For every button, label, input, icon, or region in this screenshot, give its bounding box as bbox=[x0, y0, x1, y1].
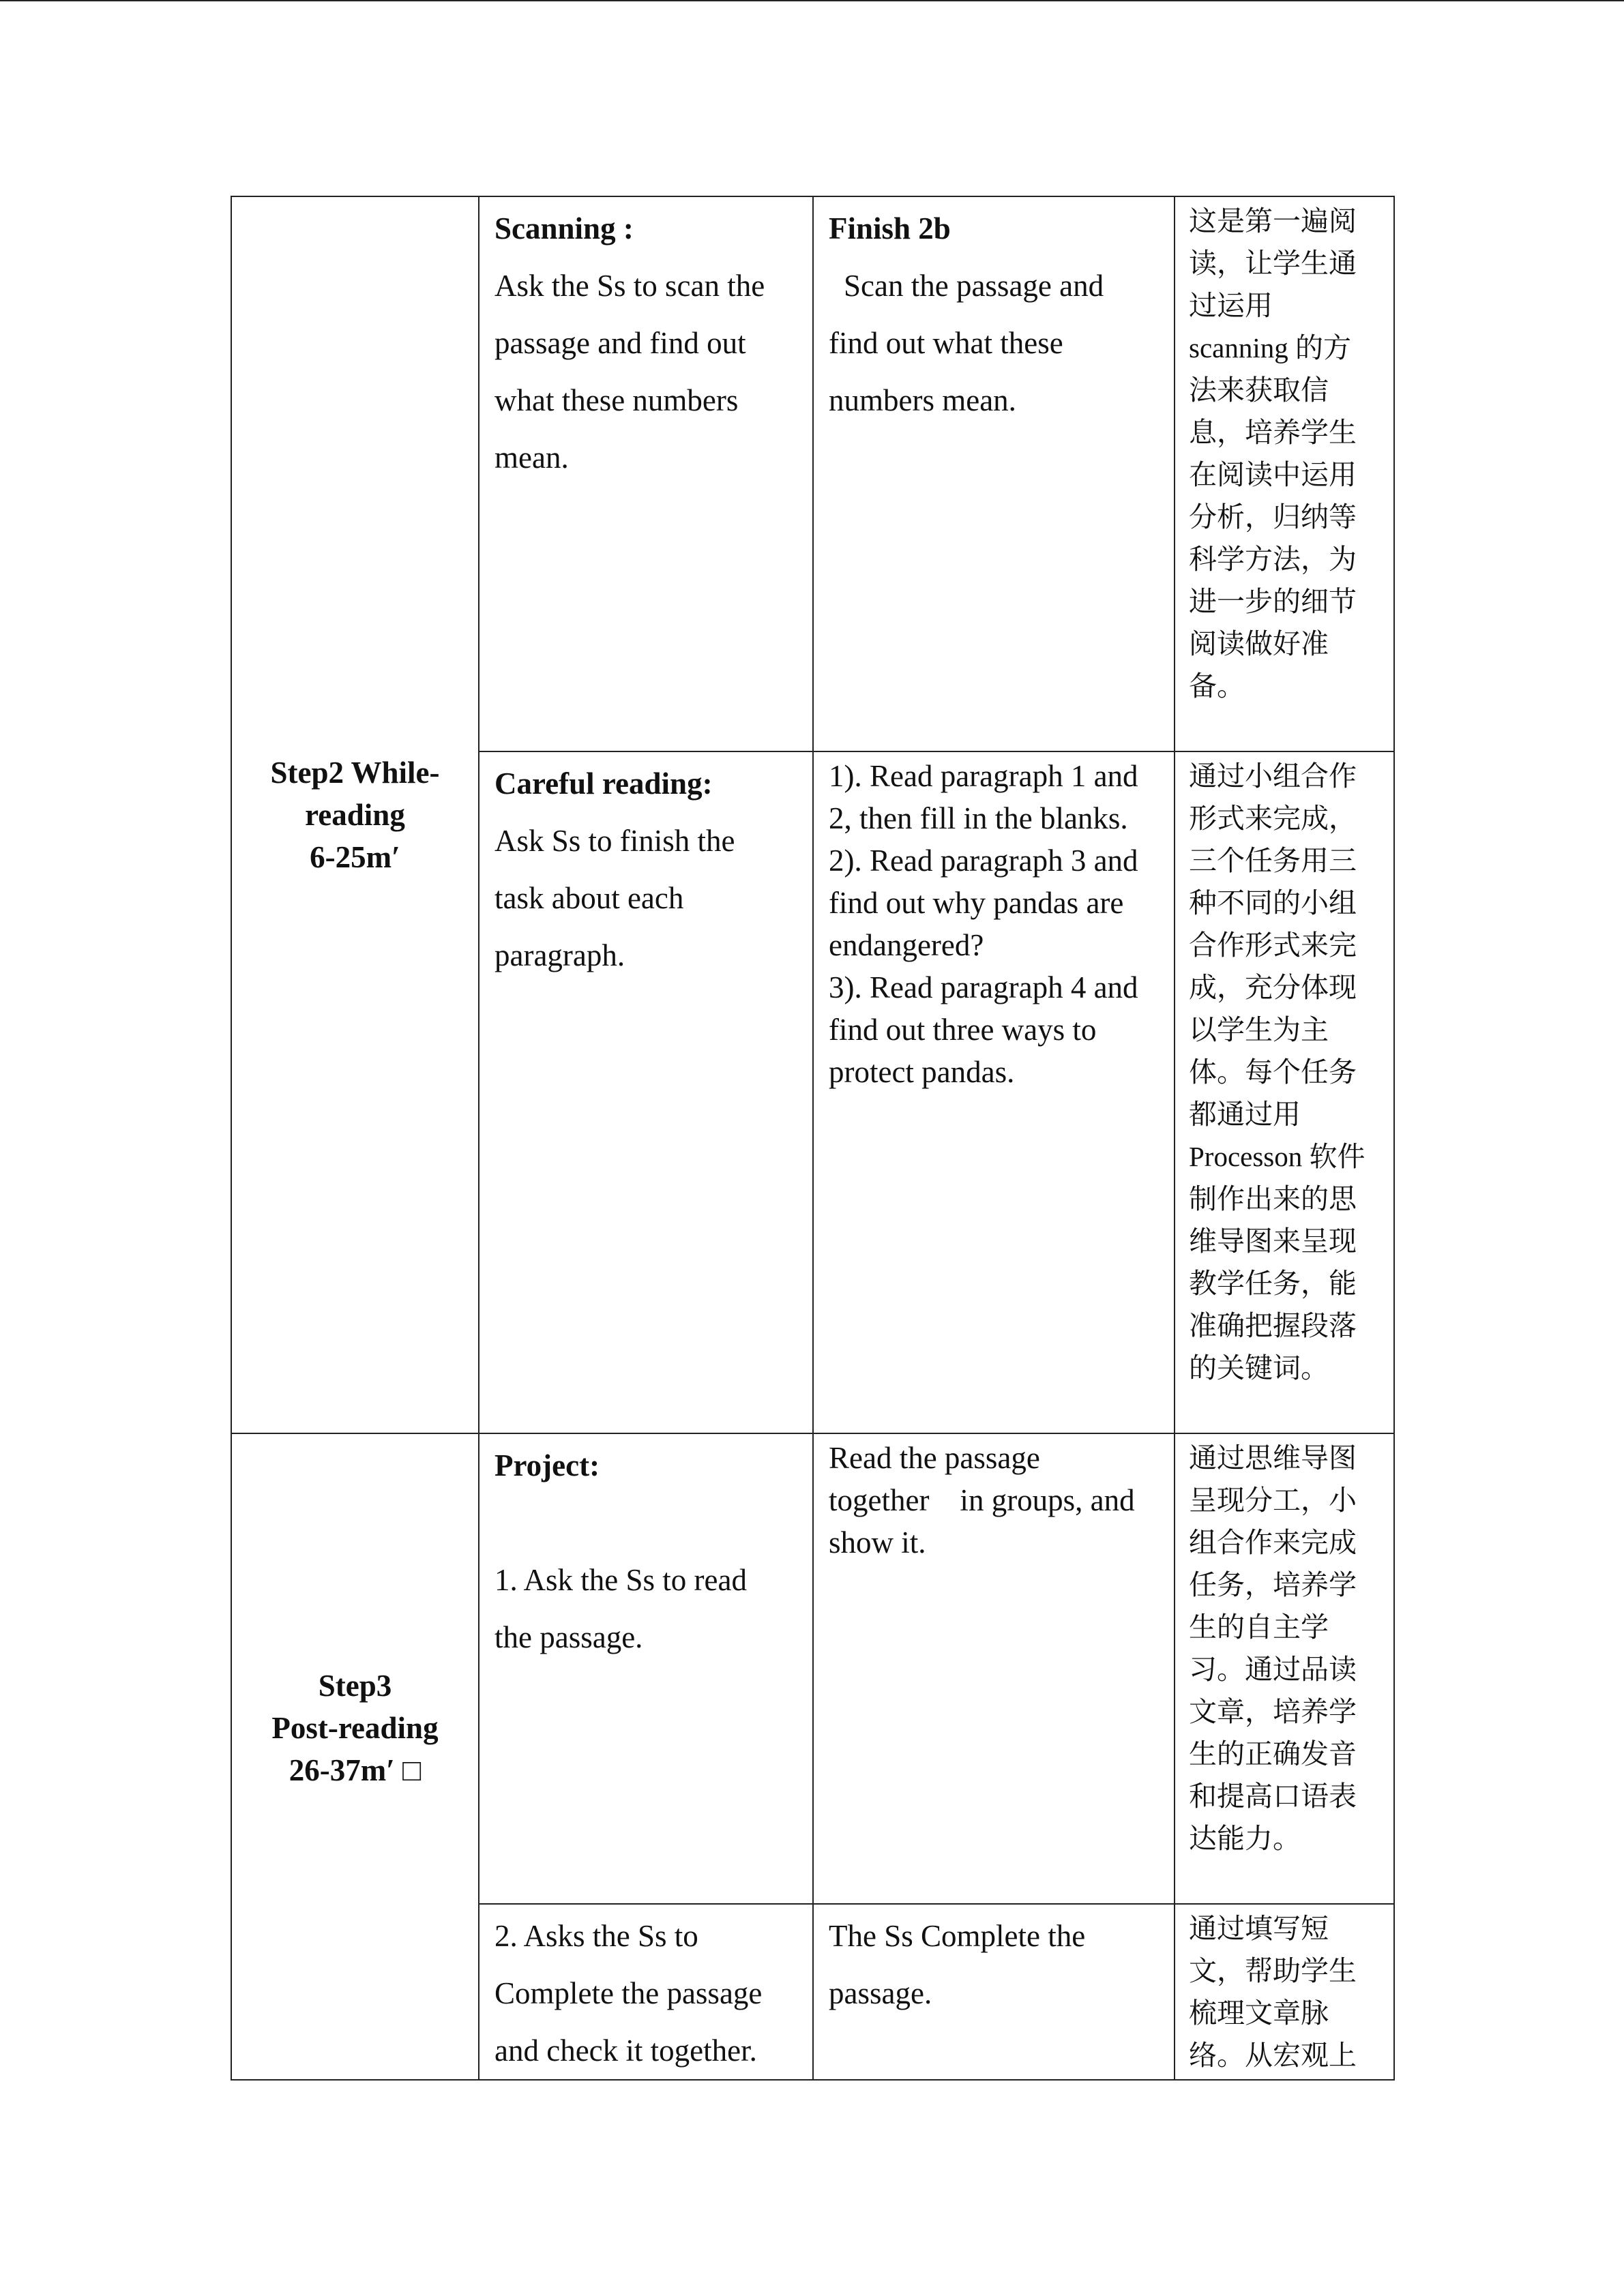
purpose-text-line: 生的自主学 bbox=[1189, 1611, 1329, 1643]
purpose-text-line: 准确把握段落 bbox=[1189, 1310, 1357, 1341]
purpose-text-line: 过运用 bbox=[1189, 290, 1273, 321]
activity-text-line: together in groups, and bbox=[829, 1483, 1135, 1517]
activity-text-line: mean. bbox=[494, 441, 569, 475]
teacher-activity-cell bbox=[479, 1433, 813, 1904]
activity-text-line: paragraph. bbox=[494, 938, 625, 972]
teacher-activity-cell bbox=[479, 196, 813, 751]
activity-heading: Finish 2b bbox=[829, 211, 951, 245]
purpose-text-line: 习。通过品读 bbox=[1189, 1654, 1357, 1685]
student-activity-cell bbox=[813, 1904, 1175, 2080]
purpose-text-line: 络。从宏观上 bbox=[1189, 2040, 1357, 2071]
purpose-text-line: 通过小组合作 bbox=[1189, 760, 1357, 792]
step-label-line: reading bbox=[305, 798, 405, 832]
purpose-cell bbox=[1175, 1433, 1394, 1904]
table-row bbox=[231, 1433, 1394, 1904]
purpose-text-line: 分析，归纳等 bbox=[1189, 501, 1357, 533]
purpose-text-line: 种不同的小组 bbox=[1189, 887, 1357, 919]
purpose-text-line: 都通过用 bbox=[1189, 1099, 1301, 1130]
purpose-text-line: 和提高口语表 bbox=[1189, 1780, 1357, 1812]
activity-text-line: Complete the passage bbox=[494, 1976, 763, 2010]
purpose-text-line: 组合作来完成 bbox=[1189, 1527, 1357, 1558]
purpose-text-line: 科学方法，为 bbox=[1189, 543, 1357, 575]
purpose-text-line: 制作出来的思 bbox=[1189, 1183, 1357, 1214]
purpose-text-line: 进一步的细节 bbox=[1189, 586, 1357, 617]
activity-text-line: Scan the passage and bbox=[844, 269, 1104, 303]
step-cell-post-reading bbox=[231, 1433, 479, 2080]
activity-text-line: 1. Ask the Ss to read bbox=[494, 1563, 747, 1597]
purpose-text-line: 形式来完成， bbox=[1189, 803, 1357, 834]
purpose-text-line: 法来获取信 bbox=[1189, 374, 1329, 406]
activity-text-line: passage. bbox=[829, 1976, 932, 2010]
purpose-text-line: 达能力。 bbox=[1189, 1823, 1301, 1854]
purpose-text-line: 通过填写短 bbox=[1189, 1913, 1329, 1944]
step-time-line: 6-25m′ bbox=[310, 840, 400, 874]
purpose-cell bbox=[1175, 196, 1394, 751]
activity-text-line: what these numbers bbox=[494, 383, 739, 417]
step-cell-while-reading bbox=[231, 196, 479, 1433]
activity-text-line: show it. bbox=[829, 1525, 926, 1560]
purpose-text-line: 梳理文章脉 bbox=[1189, 1997, 1329, 2029]
student-activity-cell bbox=[813, 196, 1175, 751]
activity-text-line: find out three ways to bbox=[829, 1013, 1097, 1047]
purpose-text-line: 任务，培养学 bbox=[1189, 1569, 1357, 1600]
purpose-text-line: 文，帮助学生 bbox=[1189, 1955, 1357, 1986]
activity-text-line: 2, then fill in the blanks. bbox=[829, 801, 1128, 835]
purpose-text-line: 合作形式来完 bbox=[1189, 929, 1357, 961]
purpose-text-line: 以学生为主 bbox=[1189, 1014, 1329, 1045]
purpose-text-line: 的关键词。 bbox=[1189, 1352, 1329, 1384]
step-label-line: Post-reading bbox=[271, 1711, 439, 1745]
activity-text-line: and check it together. bbox=[494, 2033, 757, 2068]
student-activity-cell bbox=[813, 1433, 1175, 1904]
activity-text-line: 1). Read paragraph 1 and bbox=[829, 759, 1138, 793]
page-top-border bbox=[0, 0, 1624, 1]
activity-heading: Project: bbox=[494, 1448, 600, 1482]
activity-text-line: Read the passage bbox=[829, 1441, 1040, 1475]
teacher-activity-cell bbox=[479, 751, 813, 1433]
purpose-cell bbox=[1175, 751, 1394, 1433]
activity-text-line: endangered? bbox=[829, 928, 984, 962]
purpose-text-line: 这是第一遍阅 bbox=[1189, 205, 1357, 237]
purpose-text-line: 文章，培养学 bbox=[1189, 1696, 1357, 1727]
purpose-text-line: Processon 软件 bbox=[1189, 1141, 1365, 1172]
purpose-text-line: 读，让学生通 bbox=[1189, 248, 1357, 279]
activity-text-line: 3). Read paragraph 4 and bbox=[829, 970, 1138, 1004]
activity-text-line: passage and find out bbox=[494, 326, 746, 360]
lesson-plan-table bbox=[231, 196, 1395, 2081]
student-activity-cell bbox=[813, 751, 1175, 1433]
purpose-text-line: 阅读做好准 bbox=[1189, 628, 1329, 659]
activity-text-line: the passage. bbox=[494, 1620, 643, 1654]
activity-text-line: 2. Asks the Ss to bbox=[494, 1919, 698, 1953]
purpose-text-line: 教学任务，能 bbox=[1189, 1268, 1357, 1299]
purpose-text-line: 生的正确发音 bbox=[1189, 1738, 1357, 1770]
purpose-text-line: 在阅读中运用 bbox=[1189, 459, 1357, 490]
activity-text-line: task about each bbox=[494, 881, 684, 915]
activity-text-line: The Ss Complete the bbox=[829, 1919, 1086, 1953]
activity-text-line: Ask the Ss to scan the bbox=[494, 269, 765, 303]
purpose-text-line: 通过思维导图 bbox=[1189, 1442, 1357, 1474]
activity-text-line: 2). Read paragraph 3 and bbox=[829, 844, 1138, 878]
purpose-text-line: scanning 的方 bbox=[1189, 332, 1351, 363]
activity-text-line: numbers mean. bbox=[829, 383, 1016, 417]
purpose-text-line: 体。每个任务 bbox=[1189, 1056, 1357, 1088]
activity-text-line: protect pandas. bbox=[829, 1055, 1015, 1089]
table-row bbox=[231, 196, 1394, 751]
step-label-line: Step2 While- bbox=[270, 756, 440, 790]
step-label-line: Step3 bbox=[318, 1669, 392, 1703]
step-time-line: 26-37m′ □ bbox=[289, 1753, 422, 1787]
purpose-text-line: 维导图来呈现 bbox=[1189, 1225, 1357, 1257]
purpose-text-line: 息，培养学生 bbox=[1189, 417, 1357, 448]
purpose-text-line: 成，充分体现 bbox=[1189, 972, 1357, 1003]
purpose-text-line: 备。 bbox=[1189, 670, 1245, 702]
teacher-activity-cell bbox=[479, 1904, 813, 2080]
activity-text-line: Ask Ss to finish the bbox=[494, 824, 735, 858]
activity-heading: Scanning : bbox=[494, 211, 634, 245]
purpose-text-line: 三个任务用三 bbox=[1189, 845, 1357, 876]
activity-heading: Careful reading: bbox=[494, 766, 713, 801]
activity-text-line: find out why pandas are bbox=[829, 886, 1124, 920]
purpose-cell bbox=[1175, 1904, 1394, 2080]
purpose-text-line: 呈现分工，小 bbox=[1189, 1485, 1357, 1516]
activity-text-line: find out what these bbox=[829, 326, 1063, 360]
